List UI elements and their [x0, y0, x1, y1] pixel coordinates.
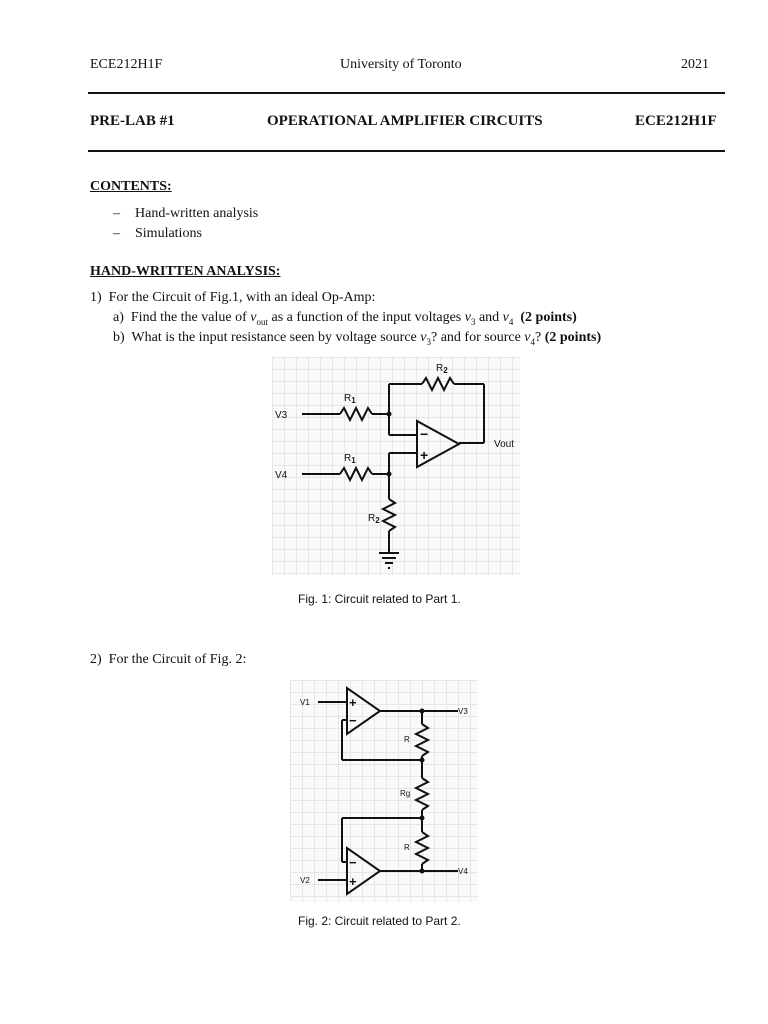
label-v3: V3 [458, 707, 468, 716]
figure-2 [290, 680, 478, 902]
op-amp-circuit-diagram-1 [272, 357, 520, 575]
label-r2-bottom: $R_2$ [368, 513, 380, 525]
label-r2-top: $R_2$ [436, 363, 448, 375]
figure-2-caption: Fig. 2: Circuit related to Part 2. [298, 914, 461, 928]
question-2: 2) For the Circuit of Fig. 2: [90, 652, 247, 667]
top-rule [88, 92, 725, 94]
bottom-rule [88, 150, 725, 152]
question-1a: a) Find the the value of $v_{out}$ as a function of the input voltages $v_3$ and $v_4$ (2 points) [113, 310, 577, 327]
minus-sign-top: − [349, 713, 357, 728]
label-rg: Rg [400, 789, 411, 798]
contents-item: – Hand-written analysis [113, 206, 259, 221]
label-v2: V2 [300, 876, 310, 885]
lab-course: ECE212H1F [635, 113, 717, 129]
minus-sign: − [420, 426, 429, 442]
question-1b: b) What is the input resistance seen by voltage source $v_3$? and for source $v_4$? (2 points) [113, 330, 602, 347]
label-v3: V3 [275, 410, 288, 421]
contents-heading: CONTENTS: [90, 179, 172, 194]
figure-1-caption: Fig. 1: Circuit related to Part 1. [298, 592, 461, 606]
question-1: 1) For the Circuit of Fig.1, with an ideal Op-Amp: [90, 290, 376, 305]
minus-sign-bottom: − [349, 855, 357, 870]
lab-number: PRE-LAB #1 [90, 113, 175, 129]
op-amp-circuit-diagram-2 [290, 680, 478, 902]
analysis-heading: HAND-WRITTEN ANALYSIS: [90, 264, 281, 279]
lab-topic: OPERATIONAL AMPLIFIER CIRCUITS [267, 113, 543, 129]
label-r-bottom: R [404, 843, 410, 852]
header-year: 2021 [681, 57, 709, 72]
plus-sign: + [420, 447, 429, 463]
label-r1-bottom: $R_1$ [344, 453, 356, 465]
plus-sign-top: + [349, 695, 357, 710]
label-v4: V4 [458, 867, 468, 876]
label-v4: V4 [275, 470, 288, 481]
header-course: ECE212H1F [90, 57, 163, 72]
label-vout: Vout [494, 439, 515, 450]
figure-1 [272, 357, 520, 575]
contents-item: – Simulations [113, 226, 202, 241]
plus-sign-bottom: + [349, 874, 357, 889]
label-r1-top: $R_1$ [344, 393, 356, 405]
label-v1: V1 [300, 698, 310, 707]
header-university: University of Toronto [340, 57, 462, 72]
label-r-top: R [404, 735, 410, 744]
